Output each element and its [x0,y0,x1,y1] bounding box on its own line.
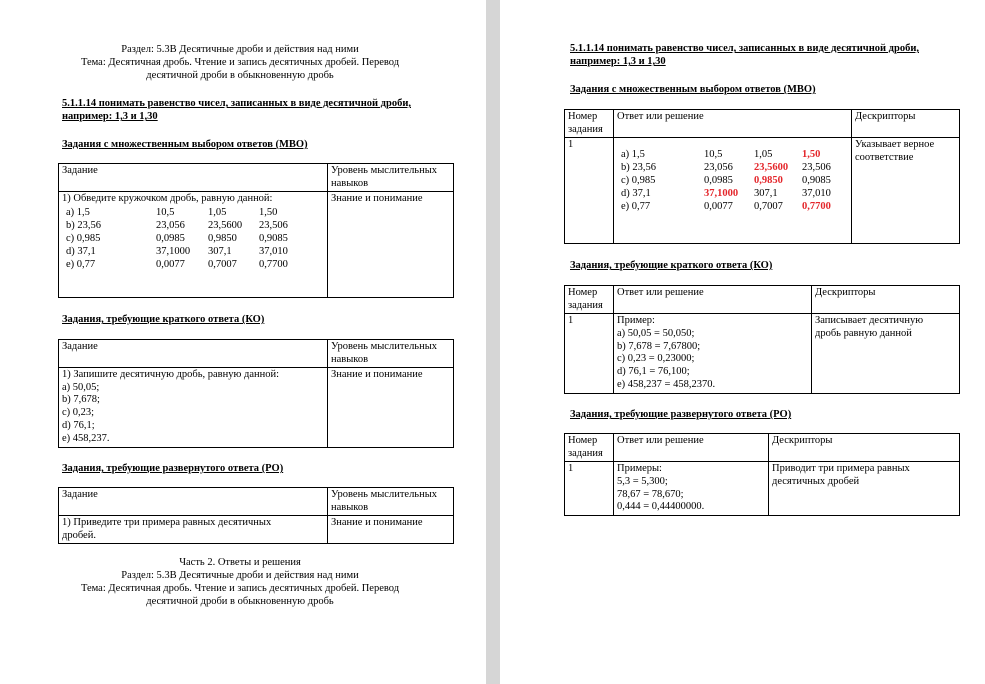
option-row [62,258,324,271]
col-number-header [565,434,614,462]
task-number: 1 [565,138,614,244]
col-task-header: Задание [59,488,328,516]
option-choice: 10,5 [704,149,723,160]
col-task-header: Задание [59,340,328,368]
option-given-number: а) 1,5 [66,206,90,218]
ko-answer-line: Пример: [617,315,655,326]
task-number: 1 [565,462,614,516]
descriptor-line1: Записывает десятичную [815,315,924,326]
option-row [617,174,848,187]
ro-level-cell: Знание и понимание [328,516,454,544]
option-choice: 23,056 [704,162,733,173]
option-choice: 23,056 [156,219,185,231]
option-choice: 23,506 [259,219,288,231]
ko-answer-line: а) 50,05 = 50,050; [617,327,695,339]
option-choice: 1,50 [802,149,821,160]
ko-title: Задания, требующие краткого ответа (КО) [62,314,265,325]
learning-objective [62,97,411,123]
descriptor-line2: дробь равную данной [815,327,912,339]
mvo-task-cell [59,192,328,298]
descriptor-line1: Приводит три примера равных [772,463,910,474]
option-choice: 23,506 [802,162,831,173]
option-choice: 0,7700 [259,258,288,270]
option-choice: 37,1000 [704,188,739,199]
mvo-level-cell: Знание и понимание [328,192,454,298]
mvo-answer-options [617,148,848,213]
ko-answers-table [564,285,960,394]
option-given-number: d) 37,1 [621,188,651,199]
ko-answer-lines [617,315,808,392]
option-choice: 0,9850 [754,175,783,186]
option-row [617,200,848,213]
option-choice: 23,5600 [208,219,243,231]
col-answer-header: Ответ или решение [614,110,852,138]
option-given-number: b) 23,56 [66,219,101,231]
ro-answer-line: Примеры: [617,463,662,474]
col-number-header [565,110,614,138]
ro-answers-table [564,433,960,516]
objective-line-2: например: 1,3 и 1,30 [570,56,666,67]
document-page-right [500,0,985,684]
ko-task-cell [59,368,328,448]
option-given-number: а) 1,5 [621,149,645,160]
ko-answer-line: b) 7,678 = 7,67800; [617,340,701,352]
ko-descriptor-cell [812,314,960,394]
col-level-header [328,340,454,368]
ko-answer-line: e) 458,237 = 458,2370. [617,378,716,390]
col-number-header-line1: Номер [568,287,598,298]
ro-task-table [58,487,454,544]
option-choice: 1,05 [754,149,773,160]
option-given-number: c) 0,985 [621,175,656,186]
option-choice: 0,9085 [259,232,288,244]
col-number-header-line2: задания [568,299,603,311]
ro-answer-cell [614,462,769,516]
objective-line-1: 5.1.1.14 понимать равенство чисел, записанных в виде десятичной дроби, [62,98,411,109]
option-choice: 0,7007 [754,201,783,212]
task-number: 1 [565,314,614,394]
mvo-answers-title: Задания с множественным выбором ответов (МВО) [570,84,816,95]
col-level-header-line2: навыков [331,177,369,189]
option-row [617,187,848,200]
option-row [617,148,848,161]
col-answer-header: Ответ или решение [614,286,812,314]
option-choice: 0,7007 [208,258,237,270]
ro-title: Задания, требующие развернутого ответа (РО) [62,463,284,474]
col-level-header-line1: Уровень мыслительных [331,489,438,500]
objective-line-2: например: 1,3 и 1,30 [62,111,158,122]
col-level-header-line2: навыков [331,353,369,365]
option-given-number: d) 37,1 [66,245,96,257]
option-choice: 1,50 [259,206,278,218]
section-heading [40,43,440,82]
col-descriptor-header: Дескрипторы [852,110,960,138]
ro-descriptor-cell [769,462,960,516]
ro-answer-lines [617,463,765,514]
mvo-options [62,206,324,271]
col-level-header [328,488,454,516]
ko-item: d) 76,1; [62,419,95,431]
col-descriptor-header: Дескрипторы [812,286,960,314]
option-choice: 0,0077 [704,201,733,212]
descriptor-line2: соответствие [855,151,914,163]
part2-topic-line-2: десятичной дроби в обыкновенную дробь [146,596,334,607]
objective-line-1: 5.1.1.14 понимать равенство чисел, записанных в виде десятичной дроби, [570,43,919,54]
col-number-header-line1: Номер [568,435,598,446]
option-row [617,161,848,174]
ro-answer-line: 0,444 = 0,44400000. [617,501,705,513]
part2-section: Раздел: 5.3В Десятичные дроби и действия над ними [121,570,359,581]
option-choice: 0,9085 [802,175,831,186]
topic-line-1: Тема: Десятичная дробь. Чтение и запись десятичных дробей. Перевод [80,57,400,68]
option-given-number: b) 23,56 [621,162,656,173]
topic-line-2: десятичной дроби в обыкновенную дробь [146,70,334,81]
option-choice: 307,1 [754,188,778,199]
option-choice: 0,7700 [802,201,831,212]
ro-question-line2: дробей. [62,529,96,541]
col-number-header-line1: Номер [568,111,598,122]
option-given-number: c) 0,985 [66,232,101,244]
option-choice: 307,1 [208,245,232,257]
option-choice: 1,05 [208,206,227,218]
mvo-title: Задания с множественным выбором ответов (МВО) [62,139,308,150]
col-number-header-line2: задания [568,123,603,135]
ko-level-cell: Знание и понимание [328,368,454,448]
ro-answers-title: Задания, требующие развернутого ответа (РО) [570,409,792,420]
ko-answer-line: d) 76,1 = 76,100; [617,366,690,378]
col-level-header-line1: Уровень мыслительных [331,341,438,352]
part2-title: Часть 2. Ответы и решения [179,557,301,568]
col-descriptor-header: Дескрипторы [769,434,960,462]
option-choice: 0,9850 [208,232,237,244]
mvo-task-table [58,163,454,298]
part2-topic-line-1: Тема: Десятичная дробь. Чтение и запись десятичных дробей. Перевод [80,583,400,594]
ko-item: а) 50,05; [62,381,100,393]
descriptor-line2: десятичных дробей [772,475,860,487]
col-number-header [565,286,614,314]
option-choice: 37,010 [259,245,288,257]
section-title: Раздел: 5.3В Десятичные дроби и действия над ними [121,44,359,55]
ko-question: 1) Запишите десятичную дробь, равную данной: [62,369,280,380]
part2-heading [40,556,440,608]
ko-answer-line: c) 0,23 = 0,23000; [617,353,695,365]
option-row [62,206,324,219]
ro-answer-line: 78,67 = 78,670; [617,488,684,500]
ko-answers-title: Задания, требующие краткого ответа (КО) [570,260,773,271]
mvo-descriptor-cell [852,138,960,244]
ro-answer-line: 5,3 = 5,300; [617,475,668,487]
option-choice: 10,5 [156,206,175,218]
ro-task-cell [59,516,328,544]
learning-objective [570,42,919,68]
ko-item: e) 458,237. [62,432,110,444]
option-choice: 37,010 [802,188,831,199]
document-page-left [0,0,486,684]
option-given-number: e) 0,77 [66,258,96,270]
col-level-header-line2: навыков [331,501,369,513]
ro-question-line1: 1) Приведите три примера равных десятичных [62,517,272,528]
col-answer-header: Ответ или решение [614,434,769,462]
col-task-header: Задание [59,164,328,192]
mvo-answer-cell [614,138,852,244]
option-choice: 23,5600 [754,162,789,173]
col-number-header-line2: задания [568,447,603,459]
mvo-question: 1) Обведите кружочком дробь, равную данной: [62,193,273,204]
col-level-header [328,164,454,192]
option-choice: 0,0985 [704,175,733,186]
descriptor-line1: Указывает верное [855,139,935,150]
option-given-number: e) 0,77 [621,201,651,212]
ko-task-table [58,339,454,448]
ko-answer-cell [614,314,812,394]
ko-items [62,382,324,446]
ko-item: b) 7,678; [62,394,100,406]
option-row [62,232,324,245]
option-row [62,219,324,232]
option-choice: 0,0985 [156,232,185,244]
mvo-answers-table [564,109,960,244]
option-choice: 0,0077 [156,258,185,270]
col-level-header-line1: Уровень мыслительных [331,165,438,176]
option-row [62,245,324,258]
ko-item: c) 0,23; [62,407,95,419]
option-choice: 37,1000 [156,245,191,257]
